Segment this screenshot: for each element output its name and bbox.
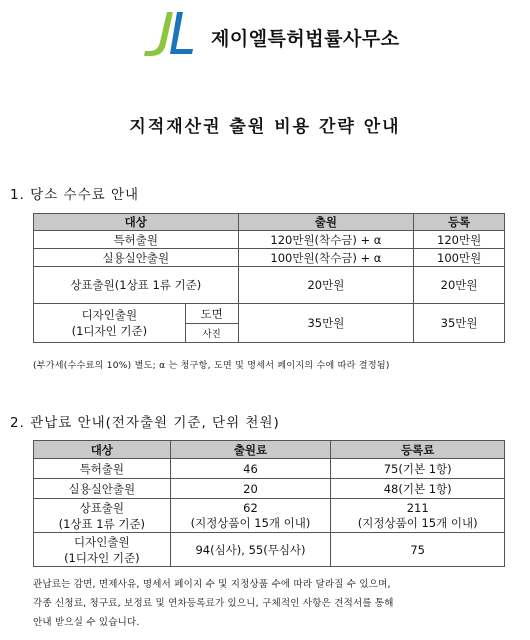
column-header: 등록료: [331, 441, 505, 459]
footnote-line: 안내 받으실 수 있습니다.: [33, 617, 140, 628]
jl-logo-icon: [143, 10, 203, 60]
row-target-line: (1상표 1류 기준): [58, 516, 146, 531]
design-subtype: 사진: [185, 324, 238, 343]
registration-fee-line: 211: [406, 500, 429, 515]
registration-fee: 100만원: [414, 249, 505, 267]
column-header: 출원: [238, 214, 414, 231]
row-target-line: (1디자인 기준): [71, 324, 148, 338]
official-fee-footnote: [33, 575, 513, 632]
column-header: 등록: [414, 214, 505, 231]
filing-fee: 120만원(착수금) + α: [238, 231, 414, 249]
footnote-line: 각종 신청료, 청구료, 보정료 및 연차등록료가 있으니, 구체적인 사항은 견적서를 통해: [33, 598, 394, 609]
registration-fee: 48(기본 1항): [331, 479, 505, 499]
section1-heading: 1. 당소 수수료 안내: [10, 187, 140, 203]
footnote-line: 관납료는 감면, 면제사유, 명세서 페이지 수 및 지정상품 수에 따라 달라질 수 있으며,: [33, 579, 391, 590]
table-row: [34, 304, 505, 324]
table-row: [34, 231, 505, 249]
column-header: 대상: [34, 214, 239, 231]
table-row: [34, 459, 505, 479]
registration-fee: 75: [331, 533, 505, 567]
column-header: 대상: [34, 441, 171, 459]
row-target: 실용실안출원: [34, 479, 171, 499]
table-header-row: [34, 441, 505, 459]
registration-fee: 20만원: [414, 267, 505, 304]
filing-fee: 35만원: [238, 304, 414, 343]
registration-fee: [331, 499, 505, 533]
table-header-row: [34, 214, 505, 231]
fee-note: (부가세(수수료의 10%) 별도; α 는 청구항, 도면 및 명세서 페이지의 수에 따라 결정됨): [33, 361, 390, 371]
table-row: [34, 479, 505, 499]
fee-table: [33, 213, 505, 343]
row-target: [34, 533, 171, 567]
firm-name: 제이엘특허법률사무소: [211, 28, 400, 50]
filing-fee: 20: [170, 479, 331, 499]
row-target-line: 디자인출원: [74, 534, 130, 549]
table-row: [34, 533, 505, 567]
firm-logo: [143, 10, 443, 60]
registration-fee: 35만원: [414, 304, 505, 343]
design-subtype: 도면: [185, 304, 238, 324]
filing-fee-line: (지정상품이 15개 이내): [190, 515, 311, 530]
row-target: 상표출원(1상표 1류 기준): [34, 267, 239, 304]
row-target: 특허출원: [34, 459, 171, 479]
filing-fee: 46: [170, 459, 331, 479]
registration-fee: 120만원: [414, 231, 505, 249]
table-row: [34, 267, 505, 304]
row-target: 특허출원: [34, 231, 239, 249]
filing-fee: 100만원(착수금) + α: [238, 249, 414, 267]
filing-fee: 94(심사), 55(무심사): [170, 533, 331, 567]
column-header: 출원료: [170, 441, 331, 459]
registration-fee-line: (지정상품이 15개 이내): [357, 515, 478, 530]
official-fee-table: [33, 440, 505, 567]
table-row: [34, 499, 505, 533]
section2-heading: 2. 관납료 안내(전자출원 기준, 단위 천원): [10, 415, 280, 431]
filing-fee-line: 62: [243, 500, 258, 515]
row-target-line: 상표출원: [79, 500, 125, 515]
registration-fee: 75(기본 1항): [331, 459, 505, 479]
row-target: [34, 304, 186, 343]
document-title: 지적재산권 출원 비용 간략 안내: [129, 117, 401, 137]
filing-fee: 20만원: [238, 267, 414, 304]
table-row: [34, 249, 505, 267]
row-target: 실용실안출원: [34, 249, 239, 267]
row-target-line: 디자인출원: [81, 308, 138, 322]
filing-fee: [170, 499, 331, 533]
row-target-line: (1디자인 기준): [64, 550, 140, 565]
row-target: [34, 499, 171, 533]
